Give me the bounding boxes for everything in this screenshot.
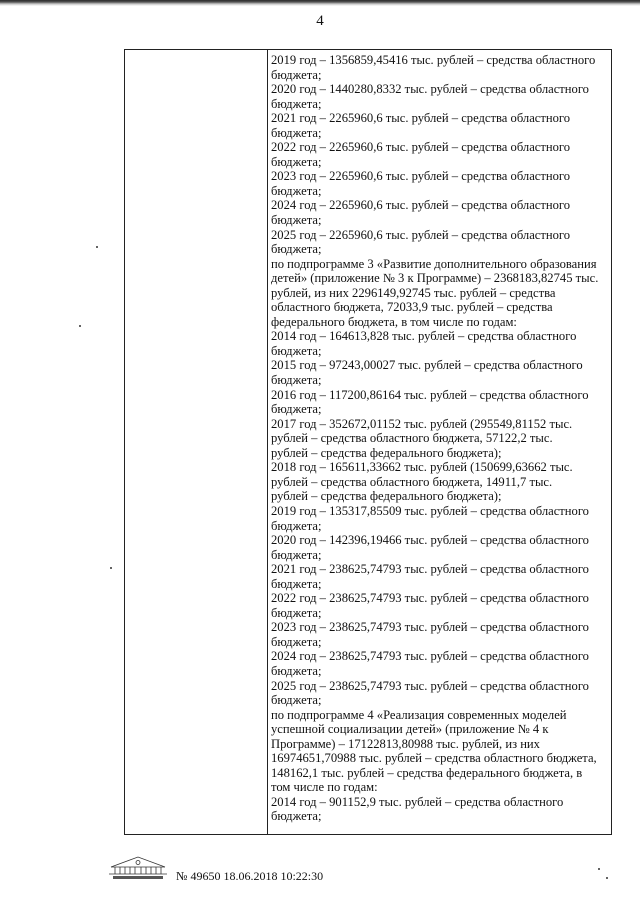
text-line: рублей – средства областного бюджета, 57122,2 тыс. xyxy=(271,431,553,446)
scan-speck xyxy=(96,246,98,248)
text-line: 2022 год – 2265960,6 тыс. рублей – средства областного xyxy=(271,140,571,155)
text-line: бюджета; xyxy=(271,547,322,562)
text-line: 16974651,70988 тыс. рублей – средства областного бюджета, xyxy=(271,751,597,766)
text-line: том числе по годам: xyxy=(271,780,378,795)
text-line: бюджета; xyxy=(271,605,322,620)
registration-footer: № 49650 18.06.2018 10:22:30 xyxy=(176,869,324,883)
text-line: бюджета; xyxy=(271,663,322,678)
text-line: рублей, из них 2296149,92745 тыс. рублей – средства xyxy=(271,285,556,300)
text-line: 2025 год – 238625,74793 тыс. рублей – средства областного xyxy=(271,678,589,693)
scan-edge xyxy=(0,0,640,6)
text-line: бюджета; xyxy=(271,518,322,533)
text-line: 2019 год – 135317,85509 тыс. рублей – средства областного xyxy=(271,503,589,518)
text-line: бюджета; xyxy=(271,809,322,824)
text-line: рублей – средства областного бюджета, 14911,7 тыс. xyxy=(271,474,553,489)
text-line: 2022 год – 238625,74793 тыс. рублей – средства областного xyxy=(271,591,589,606)
text-line: 2021 год – 2265960,6 тыс. рублей – средства областного xyxy=(271,111,571,126)
text-line: 2014 год – 164613,828 тыс. рублей – средства областного xyxy=(271,329,577,344)
text-line: 2024 год – 238625,74793 тыс. рублей – средства областного xyxy=(271,649,589,664)
text-line: бюджета; xyxy=(271,242,322,257)
text-line: бюджета; xyxy=(271,125,322,140)
scan-speck xyxy=(79,325,81,327)
text-line: 2023 год – 238625,74793 тыс. рублей – средства областного xyxy=(271,620,589,635)
text-line: бюджета; xyxy=(271,343,322,358)
text-line: Программе) – 17122813,80988 тыс. рублей, из них xyxy=(271,736,540,751)
text-line: бюджета; xyxy=(271,373,322,388)
text-line: бюджета; xyxy=(271,576,322,591)
scan-speck xyxy=(606,877,608,879)
text-line: успешной социализации детей» (приложение № 4 к xyxy=(271,722,549,737)
text-line: детей» (приложение № 3 к Программе) – 2368183,82745 тыс. xyxy=(271,271,599,286)
text-line: 2020 год – 142396,19466 тыс. рублей – средства областного xyxy=(271,533,589,548)
text-line: бюджета; xyxy=(271,402,322,417)
text-line: 2021 год – 238625,74793 тыс. рублей – средства областного xyxy=(271,562,589,577)
text-line: рублей – средства федерального бюджета); xyxy=(271,445,502,460)
text-line: по подпрограмме 3 «Развитие дополнительного образования xyxy=(271,256,597,271)
text-line: 2016 год – 117200,86164 тыс. рублей – средства областного xyxy=(271,387,589,402)
text-line: 2020 год – 1440280,8332 тыс. рублей – средства областного xyxy=(271,82,589,97)
page-number: 4 xyxy=(316,13,324,29)
scan-speck xyxy=(110,567,112,569)
text-line: 148162,1 тыс. рублей – средства федерального бюджета, в xyxy=(271,765,583,780)
scan-speck xyxy=(598,868,600,870)
text-line: 2015 год – 97243,00027 тыс. рублей – средства областного xyxy=(271,358,583,373)
text-line: бюджета; xyxy=(271,213,322,228)
text-line: 2018 год – 165611,33662 тыс. рублей (150699,63662 тыс. xyxy=(271,460,573,475)
text-line: бюджета; xyxy=(271,67,322,82)
text-line: 2023 год – 2265960,6 тыс. рублей – средства областного xyxy=(271,169,571,184)
text-line: бюджета; xyxy=(271,96,322,111)
text-line: бюджета; xyxy=(271,634,322,649)
column-divider xyxy=(267,50,268,834)
text-line: 2014 год – 901152,9 тыс. рублей – средства областного xyxy=(271,794,564,809)
text-line: 2017 год – 352672,01152 тыс. рублей (295549,81152 тыс. xyxy=(271,416,573,431)
text-line: по подпрограмме 4 «Реализация современных моделей xyxy=(271,707,567,722)
text-line: федерального бюджета, в том числе по годам: xyxy=(271,314,517,329)
text-line: 2024 год – 2265960,6 тыс. рублей – средства областного xyxy=(271,198,571,213)
text-line: 2025 год – 2265960,6 тыс. рублей – средства областного xyxy=(271,227,571,242)
text-line: бюджета; xyxy=(271,693,322,708)
budget-text-cell xyxy=(271,53,609,824)
building-stamp-icon xyxy=(107,853,169,881)
budget-table xyxy=(124,49,612,835)
text-line: областного бюджета, 72033,9 тыс. рублей – средства xyxy=(271,300,553,315)
text-line: рублей – средства федерального бюджета); xyxy=(271,489,502,504)
text-line: бюджета; xyxy=(271,154,322,169)
text-line: 2019 год – 1356859,45416 тыс. рублей – средства областного xyxy=(271,53,596,67)
text-line: бюджета; xyxy=(271,183,322,198)
